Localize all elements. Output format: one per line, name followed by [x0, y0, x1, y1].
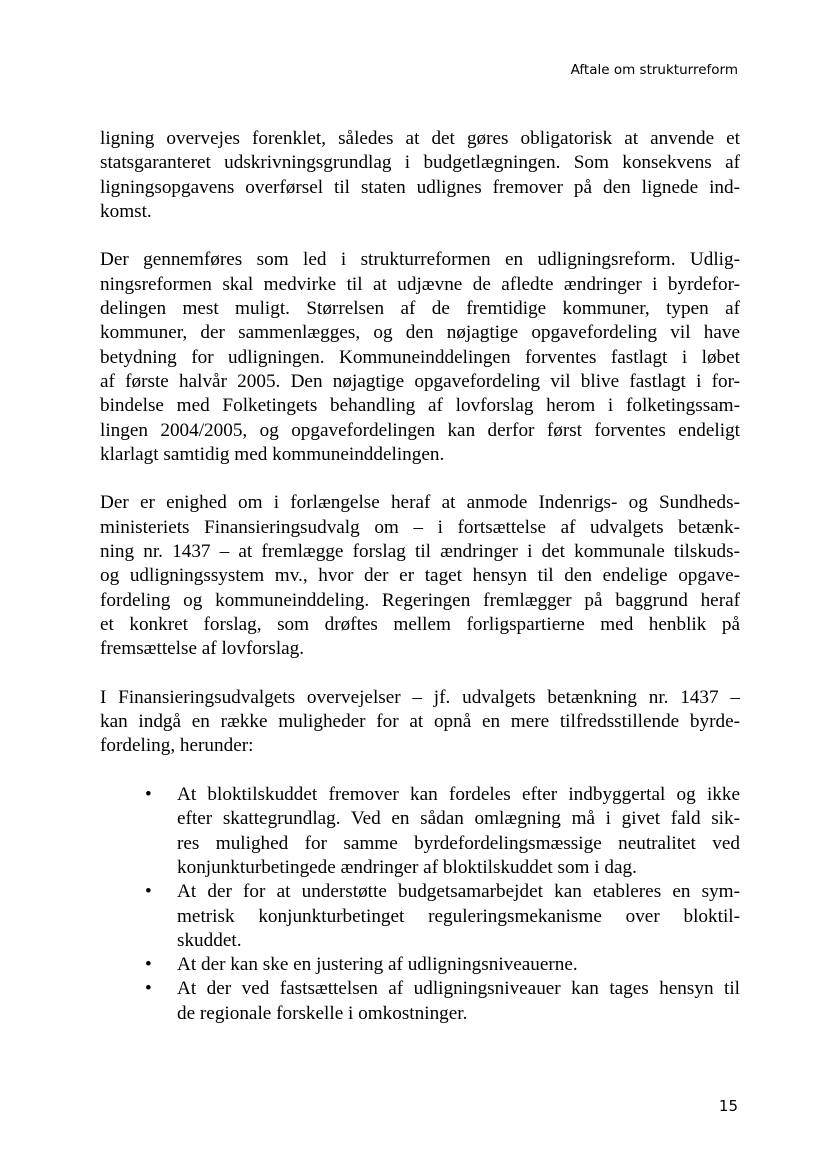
- text-line: og udligningssystem mv., hvor der er taget hensyn til den endelige opgave-: [100, 565, 740, 587]
- running-header: Aftale om strukturreform: [570, 62, 738, 78]
- page-number: 15: [718, 1097, 738, 1115]
- text-line: de regionale forskelle i omkostninger.: [177, 1002, 468, 1024]
- bullet-icon: •: [145, 784, 152, 806]
- text-line: konjunkturbetingede ændringer af bloktilskuddet som i dag.: [177, 856, 637, 878]
- text-line: ligning overvejes forenklet, således at det gøres obligatorisk at anvende et: [100, 128, 740, 149]
- text-line: fordeling og kommuneinddeling. Regeringen fremlægger på baggrund heraf: [100, 589, 740, 611]
- bullet-list: [100, 783, 740, 1026]
- text-line: klarlagt samtidig med kommuneinddelingen.: [100, 443, 445, 465]
- bullet-icon: •: [145, 978, 152, 1000]
- text-line: res mulighed for samme byrdefordelingsmæssige neutralitet ved: [177, 832, 740, 854]
- list-item: [100, 977, 740, 1026]
- text-line: et konkret forslag, som drøftes mellem forligspartierne med henblik på: [100, 613, 740, 635]
- text-line: I Finansieringsudvalgets overvejelser – jf. udvalgets betænkning nr. 1437 –: [100, 686, 740, 708]
- text-line: delingen mest muligt. Størrelsen af de fremtidige kommuner, typen af: [100, 298, 740, 320]
- text-line: lingen 2004/2005, og opgavefordelingen kan derfor først forventes endeligt: [100, 419, 740, 441]
- paragraph: [100, 686, 740, 759]
- text-line: bindelse med Folketingets behandling af lovforslag herom i folketingssam-: [100, 395, 740, 417]
- bullet-icon: •: [145, 954, 152, 976]
- document-body: [100, 127, 740, 1026]
- text-line: ligningsopgavens overførsel til staten udlignes fremover på den lignede ind-: [100, 176, 740, 198]
- text-line: At der kan ske en justering af udligningsniveauerne.: [177, 954, 578, 976]
- paragraph: [100, 127, 740, 224]
- text-line: At der for at understøtte budgetsamarbejdet kan etableres en sym-: [177, 881, 740, 903]
- text-line: ning nr. 1437 – at fremlægge forslag til ændringer i det kommunale tilskuds-: [100, 541, 740, 563]
- text-line: Der er enighed om i forlængelse heraf at anmode Indenrigs- og Sundheds-: [100, 492, 740, 514]
- text-line: fremsættelse af lovforslag.: [100, 638, 305, 660]
- text-line: kan indgå en række muligheder for at opnå en mere tilfredsstillende byrde-: [100, 711, 740, 733]
- paragraph: [100, 248, 740, 467]
- text-line: komst.: [100, 200, 152, 222]
- list-item: [100, 783, 740, 880]
- text-line: statsgaranteret udskrivningsgrundlag i budgetlægningen. Som konsekvens af: [100, 152, 740, 174]
- text-line: efter skattegrundlag. Ved en sådan omlægning må i givet fald sik-: [177, 808, 740, 830]
- paragraphs: [100, 127, 740, 759]
- text-line: kommuner, der sammenlægges, og den nøjagtige opgavefordeling vil have: [100, 322, 740, 344]
- bullet-icon: •: [145, 881, 152, 903]
- list-item: [100, 880, 740, 953]
- text-line: ministeriets Finansieringsudvalg om – i fortsættelse af udvalgets betænk-: [100, 516, 740, 538]
- text-line: Der gennemføres som led i strukturreformen en udligningsreform. Udlig-: [100, 249, 740, 271]
- text-line: At bloktilskuddet fremover kan fordeles efter indbyggertal og ikke: [177, 784, 740, 806]
- text-line: af første halvår 2005. Den nøjagtige opgavefordeling vil blive fastlagt i for-: [100, 370, 740, 392]
- text-line: metrisk konjunkturbetinget reguleringsmekanisme over bloktil-: [177, 905, 740, 927]
- text-line: betydning for udligningen. Kommuneinddelingen forventes fastlagt i løbet: [100, 346, 740, 368]
- text-line: ningsreformen skal medvirke til at udjævne de afledte ændringer i byrdefor-: [100, 273, 740, 295]
- text-line: At der ved fastsættelsen af udligningsniveauer kan tages hensyn til: [177, 978, 740, 1000]
- text-line: skuddet.: [177, 929, 242, 951]
- text-line: fordeling, herunder:: [100, 735, 254, 757]
- list-item: [100, 953, 740, 977]
- paragraph: [100, 491, 740, 661]
